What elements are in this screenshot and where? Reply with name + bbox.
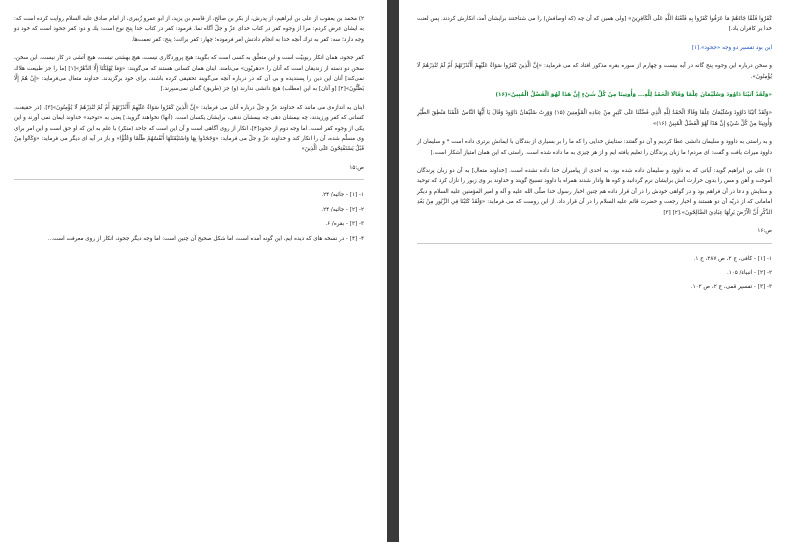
footnote-link[interactable]: ۳- [۳] - بقره/ ۶.: [325, 221, 364, 228]
verse-paragraph: كَفَرُوا فَلَمَّا جَاءَهُمْ مَا عَرَفُوا كَفَرُوا بِهِ فَلَعْنَةُ اللَّهِ عَلَى الْكَافِرِينَ» [ولى همين كه آن چه (كه اوصافش) را مى شناختند برايشان آمد، انكارش كردند. پس لعنت خدا بر كافران باد.]: [417, 16, 772, 33]
commentary-paragraph: ۱) على بن ابراهيم گويد: آياتى كه به داوود و سليمان داده شده بود، به احدى از پيامبران خدا داده نشده است. [خداوند متعال] به آن دو زبان پرندگان آموخت و آهن و مس را بدون حرارت آتش برايشان نرم گردانيد و كوه ها وادار شدند همراه با داوود تسبيح گويند و خداوند بر وى زبور را نازل كرد كه توحيد و ستايش و دعا در آن فراهم بود و در گواهى خودش را در آن قرار داده هم چنين اخبار رسول خدا صلّى الله عليه و آله و امير المؤمنين عليه السلام و ديگر امامانى كه از ذريّه آن دو هستند و اخبار رجعت و حضرت قائم عليه السلام را در آن قرار داد. از اين روست كه مى فرمايد: «وَلَقَدْ كَتَبْنَا فِي الزَّبُورِ مِنْ بَعْدِ الذِّكْرِ أَنَّ الْأَرْضَ يَرِثُهَا عِبَادِيَ الصَّالِحُونَ».[۲] [۳]: [417, 168, 772, 216]
tafsir-note-link[interactable]: اين بود تفسير دو وجه «جحود».[۱]: [691, 44, 772, 51]
translation-paragraph: و به راستى به داوود و سليمان دانشى عطا كرديم و آن دو گفتند: ستايش خدايى را كه ما را بر بسيارى از بندگان با ايمانش برترى داده است * و سليمان از داوود ميراث يافت و گفت: اى مردم! ما زبان پرندگان را تعليم يافته ايم و از هر چيزى به ما داده شده است. راستى كه اين همان امتياز آشكار است.]: [417, 139, 772, 156]
footnote-link[interactable]: ۱- [۱] - كافى، ج ۲، ص ۲۸۷، ح ۱.: [693, 255, 772, 262]
kufr-juhud-paragraph: كفر جحود، همان انكار ربوبيّت است و اين متعلّق به كسى است كه بگويد: هيچ پروردگارى نيست، هيچ بهشتى نيست، هيچ آتشى در كار نيست. اين سخن، سخن دو دسته از زنديقان است كه آنان را «دهريّون» مى‌نامند. اينان همان كسانى هستند كه مى‌گويند: «وَمَا يُهْلِكُنَا إِلَّا الدَّهْرُ»[۱] [ما را جز طبيعت هلاك نمى‌كند] آنان اين دين را پسنديده و بى آن كه در درباره آنچه مى‌گويند تحقيقى كرده باشند، براى خود برگزيدند. خداوند متعال مى‌فرمايد: «إِنْ هُمْ إِلَّا يَظُنُّونَ»[۲] [و آنان] به اين (مطلب) هيچ دانشى ندارند (و) جز (طريق) گمان نمى‌سپرند.]: [14, 55, 364, 93]
footnote-link[interactable]: ۴- [۴] - در نسخه هاى كه ديده ايم، اين گونه آمده است، اما شكل صحيح آن چنين است: اما وجه ديگر جحود، انكار از روى معرفت است...: [47, 235, 364, 242]
left-page: [0, 0, 387, 542]
verse-text: «وَلَقَدْ آتَيْنَا دَاوُودَ وَسُلَيْمَانَ عِلْمًا وَقَالَا الْحَمْدُ لِلَّهِ الَّذِي فَضَّلَنَا عَلَى كَثِيرٍ مِنْ عِبَادِهِ الْمُؤْمِنِينَ (۱۵) وَوَرِثَ سُلَيْمَانُ دَاوُودَ وَقَالَ يَا أَيُّهَا النَّاسُ عُلِّمْنَا مَنْطِقَ الطَّيْرِ وَأُوتِينَا مِنْ كُلِّ شَيْءٍ إِنَّ هَذَا لَهُوَ الْفَضْلُ الْمُبِينُ (۱۶)»: [417, 110, 773, 127]
verse-paragraph: و سخن درباره اين وجوه پنج گانه در آيه بيست و چهارم از سوره بقره مذكور افتاد كه مى فرمايد: «إِنَّ الَّذِينَ كَفَرُوا سَوَاءٌ عَلَيْهِمْ أَأَنْذَرْتَهُمْ أَمْ لَمْ تُنْذِرْهُمْ لَا يُؤْمِنُونَ».: [417, 63, 772, 80]
footnote-link[interactable]: ۱- [۱] - جاثيه/ ۲۴.: [321, 192, 364, 199]
footnote-link[interactable]: ۲- [۲] - جاثيه/ ۲۴.: [321, 206, 364, 213]
footnote-divider: [14, 179, 364, 180]
footnote-link[interactable]: ۲- [۲] - انبياء/ ۱۰۵.: [726, 269, 772, 276]
verse-heading: «وَلَقَدْ آتَيْنَا دَاوُودَ وَسُلَيْمَانَ عِلْمًا وَقَالَا الْحَمْدُ لِلَّهِ... وَأُوتِينَا مِنْ كُلِّ شَيْءٍ إِنَّ هَذَا لَهُوَ الْفَضْلُ الْمُبِينُ»(۱۶): [495, 92, 772, 99]
page-number: ص:۱۵: [349, 164, 364, 171]
footnote-link[interactable]: ۳- [۳] - تفسير قمى، ج ۲، ص ۱۰۲.: [690, 284, 772, 291]
left-page-content: [14, 14, 364, 248]
narration-paragraph: ۲) محمد بن يعقوب از على بن ابراهيم، از پدرش، از بكر بن صالح، از قاسم بن يزيد، از ابو عمرو زُبيرى، از امام صادق عليه السلام روايت كرده است كه: به ايشان عرض كردم: مرا از وجوه كفر در كتاب خداى عزّ و جلّ آگاه نما. فرمود: كفر در كتاب خدا پنج نوع است: يك و دو: كفر جحود است كه خود دو وجه دارد؛ سه: كفر به ترك آنچه خدا به انجام دادنش امر فرموده؛ چهار: كفر برائت؛ پنج: كفر نعمت‌ها.: [14, 16, 364, 43]
footnote-divider: [417, 243, 772, 244]
right-page: [399, 0, 792, 542]
book-gutter: [387, 0, 399, 542]
right-page-content: [417, 14, 772, 297]
second-juhud-paragraph: اينان به اندازه‌ى مى مانند كه خداوند عزّ و جلّ درباره آنان مى فرمايد: «إِنَّ الَّذِينَ كَفَرُوا سَوَاءٌ عَلَيْهِمْ أَأَنْذَرْتَهُمْ أَمْ لَمْ تُنْذِرْهُمْ لَا يُؤْمِنُونَ»[۳]. [در حقيقت، كسانى كه كفر ورزيدند، چه بيمشان دهى چه بيمشان ندهى، برايشان يكسان است. (آنها) نخواهند گرويد.] يعنى به «توحيد» خداوند ايمان نمى آورند و اين يكى از وجوه كفر است. اما وجه دوم از جحود[۴]، انكار از روى آگاهى است و آن اين است كه جاحد (منكر) با علم به اين كه او حق است و اين امر براى وى مسلّم شده، آن را انكار كند و خداوند عزّ و جلّ مى فرمايد: «وَجَحَدُوا بِهَا وَاسْتَيْقَنَتْهَا أَنْفُسُهُمْ ظُلْمًا وَعُلُوًّا» و باز در آيه اى ديگر مى فرمايد: «وَكَانُوا مِنْ قَبْلُ يَسْتَفْتِحُونَ عَلَى الَّذِينَ»: [14, 104, 365, 153]
page-number: ص:۱۶: [757, 228, 772, 235]
